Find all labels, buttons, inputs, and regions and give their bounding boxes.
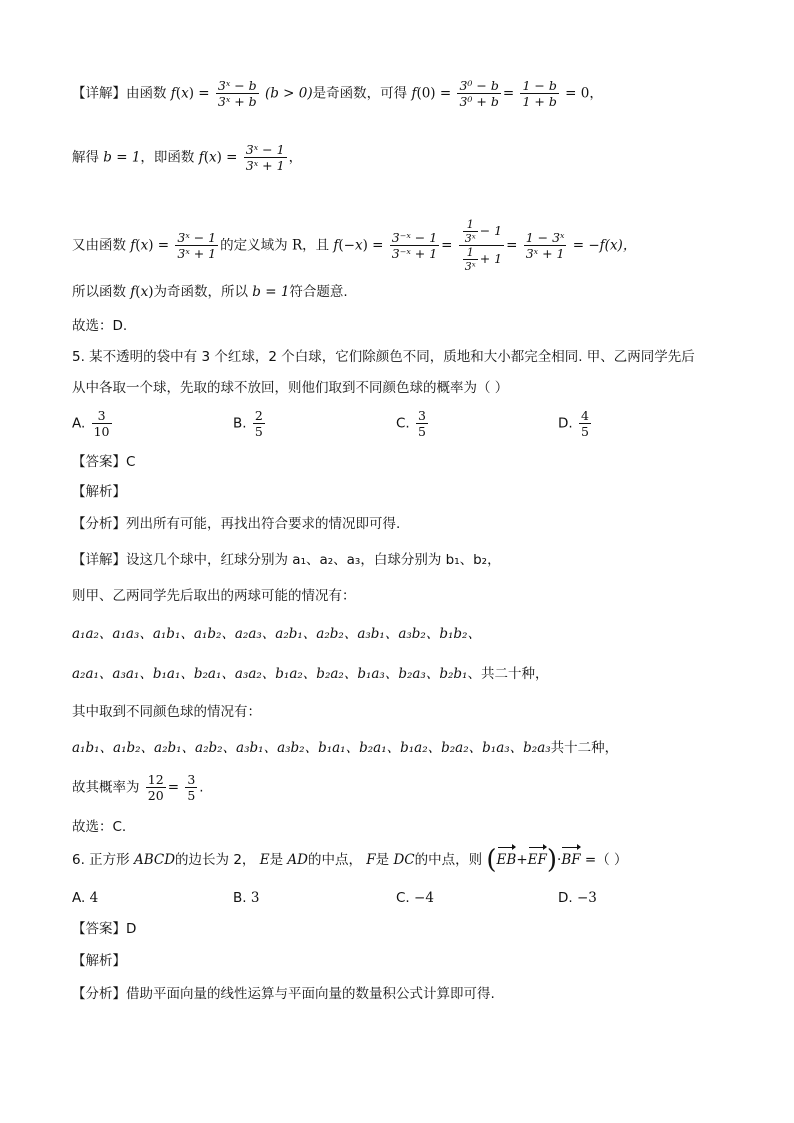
q5-detail-3: 其中取到不同颜色球的情况有： <box>72 704 261 720</box>
q5-option-c: C. $\frac{3}{5}$ <box>396 408 426 439</box>
detail-line-3: 又由函数 f(x) = $\frac{\text{3ˣ − 1}}{\text{3ˣ + 1}}$ 的定义域为 R，且 f(−x) = $\frac{\text{3⁻ˣ − 1}}{\text{3⁻ˣ + 1}}$ = $\frac{1}{\text{3ˣ}}$ − 1 $\frac{1}{\text{3ˣ}}$ + 1 = $\frac{\text{1 − 3ˣ}}{\text{3ˣ + 1}}$ = −f(x)， <box>72 218 637 273</box>
q6-option-c: C. −4 <box>396 890 434 906</box>
fraction: $\frac{\text{3⁻ˣ − 1}}{\text{3⁻ˣ + 1}}$ <box>391 230 438 261</box>
q6-option-d: D. −3 <box>558 890 597 906</box>
answer-line: 故选：D. <box>72 318 128 334</box>
q5-outcomes-row-1: a₁a₂、a₁a₃、a₁b₁、a₁b₂、a₂a₃、a₂b₁、a₂b₂、a₃b₁、a₃b₂、b₁b₂、 <box>72 626 481 642</box>
q5-answer: 【答案】C <box>72 454 136 470</box>
q5-analysis-head: 【解析】 <box>72 484 126 500</box>
fraction: $\frac{\text{1 − 3ˣ}}{\text{3ˣ + 1}}$ <box>525 230 565 261</box>
detail-line-2: 解得 b = 1，即函数 f(x) = $\frac{\text{3ˣ − 1}}{\text{3ˣ + 1}}$ ， <box>72 142 303 173</box>
q5-detail-1: 【详解】设这几个球中，红球分别为 a₁、a₂、a₃，白球分别为 b₁、b₂， <box>72 552 501 568</box>
q5-analysis: 【分析】列出所有可能，再找出符合要求的情况即可得. <box>72 516 401 532</box>
q5-probability: 故其概率为 $\frac{12}{20}$ = $\frac{3}{5}$ . <box>72 772 204 803</box>
q6-stem: 6. 正方形 ABCD的边长为 2， E是 AD的中点， F是 DC的中点，则 (EB+EF)·BF =（ ） <box>72 845 628 875</box>
detail-line-4: 所以函数 f(x)为奇函数，所以 b = 1符合题意. <box>72 284 348 300</box>
q5-option-b: B. $\frac{2}{5}$ <box>233 408 263 439</box>
vector-bf: BF <box>561 852 581 868</box>
fraction: $\frac{\text{3⁰ − b}}{\text{3⁰ + b}}$ <box>459 78 499 109</box>
detail-line-1: 【详解】由函数 f(x) = $\frac{\text{3ˣ − b}}{\text{3ˣ + b}}$ (b > 0)是奇函数，可得 f(0) = $\frac{\text{3⁰ − b}}{\text{3⁰ + b}}$ = $\frac{1 - b}{1 + b}$ = 0， <box>72 78 603 109</box>
q6-answer: 【答案】D <box>72 921 137 937</box>
q6-analysis: 【分析】借助平面向量的线性运算与平面向量的数量积公式计算即可得. <box>72 986 495 1002</box>
fraction: $\frac{\text{3ˣ − 1}}{\text{3ˣ + 1}}$ <box>245 142 285 173</box>
fraction: $\frac{1 - b}{1 + b}$ <box>522 78 557 109</box>
q5-outcomes-row-2: a₂a₁、a₃a₁、b₁a₁、b₂a₁、a₃a₂、b₁a₂、b₂a₂、b₁a₃、b₂a₃、b₂b₁、共二十种， <box>72 666 549 682</box>
fraction: $\frac{\text{3ˣ − 1}}{\text{3ˣ + 1}}$ <box>177 230 217 261</box>
q5-option-a: A. $\frac{3}{10}$ <box>72 408 110 439</box>
q5-conclusion: 故选：C. <box>72 819 127 835</box>
detail-label: 【详解】 <box>72 85 126 102</box>
q6-analysis-head: 【解析】 <box>72 953 126 969</box>
nested-fraction: $\frac{1}{\text{3ˣ}}$ − 1 $\frac{1}{\text{3ˣ}}$ + 1 <box>459 218 504 273</box>
q6-option-b: B. 3 <box>233 890 260 906</box>
q5-stem-line-1: 5. 某不透明的袋中有 3 个红球，2 个白球，它们除颜色不同，质地和大小都完全相同. 甲、乙两同学先后 <box>72 349 695 365</box>
q5-stem-line-2: 从中各取一个球，先取的球不放回，则他们取到不同颜色球的概率为（ ） <box>72 380 509 396</box>
vector-eb: EB <box>496 852 517 868</box>
vector-ef: EF <box>527 852 547 868</box>
q6-option-a: A. 4 <box>72 890 99 906</box>
fraction: $\frac{\text{3ˣ − b}}{\text{3ˣ + b}}$ <box>217 78 257 109</box>
q5-detail-2: 则甲、乙两同学先后取出的两球可能的情况有： <box>72 588 356 604</box>
q5-outcomes-row-3: a₁b₁、a₁b₂、a₂b₁、a₂b₂、a₃b₁、a₃b₂、b₁a₁、b₂a₁、b₁a₂、b₂a₂、b₁a₃、b₂a₃共十二种， <box>72 740 619 756</box>
q5-option-d: D. $\frac{4}{5}$ <box>558 408 589 439</box>
